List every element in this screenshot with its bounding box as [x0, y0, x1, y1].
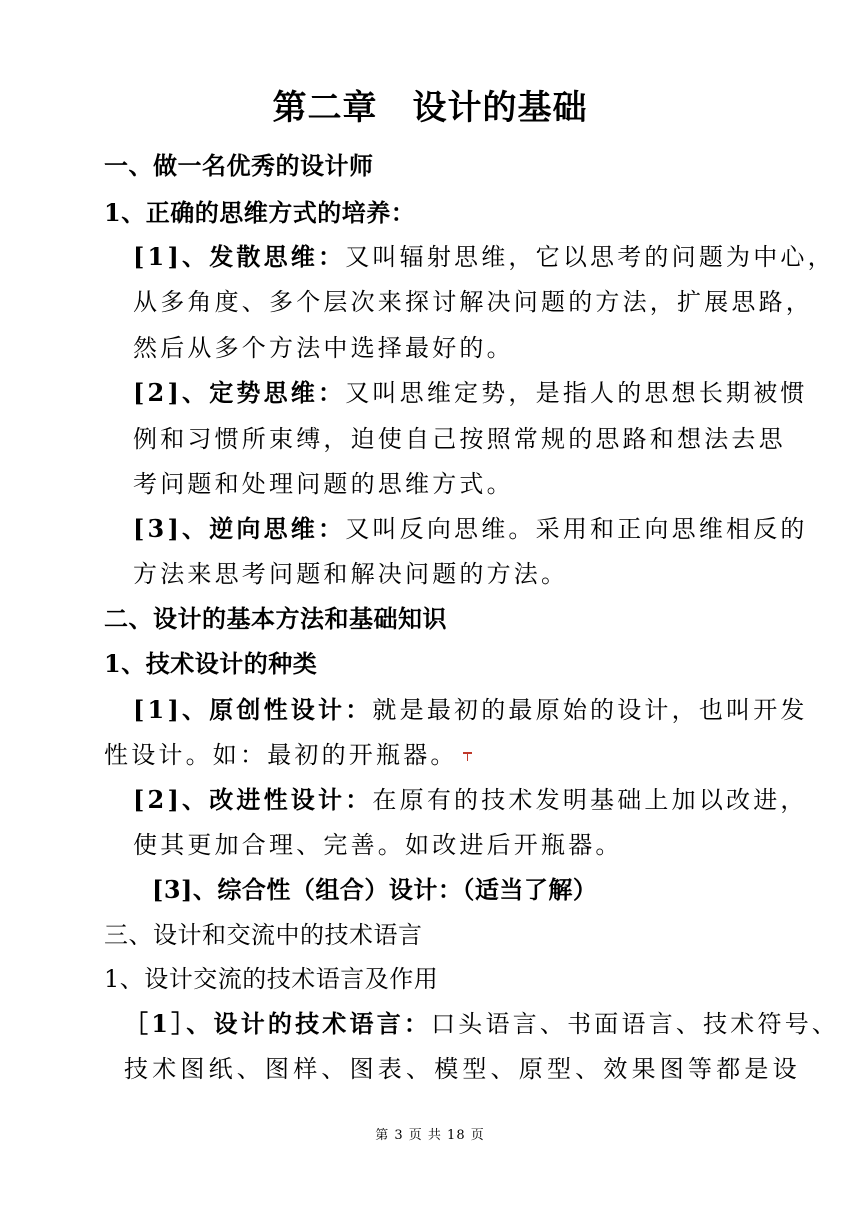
- paragraph-line: [124, 1008, 839, 1040]
- paragraph-line: 方法来思考问题和解决问题的方法。: [133, 560, 569, 588]
- term-label: ［1］、设计的技术语言：: [124, 1009, 432, 1038]
- paragraph-line: [104, 739, 472, 771]
- section-heading-2: 二、设计的基本方法和基础知识: [104, 604, 447, 633]
- paragraph-line: [133, 784, 808, 816]
- term-text: 性设计。如：最初的开瓶器。: [104, 741, 458, 769]
- subheading-2-1: 1、技术设计的种类: [104, 649, 318, 678]
- paragraph-line: [133, 513, 808, 545]
- section-heading-3: 三、设计和交流中的技术语言: [104, 921, 423, 949]
- subheading-3-1: 1、设计交流的技术语言及作用: [104, 965, 439, 993]
- term-text: 口头语言、书面语言、技术符号、: [431, 1010, 840, 1038]
- term-text: 又叫思维定势，是指人的思想长期被惯: [345, 379, 808, 407]
- paragraph-line: [133, 377, 808, 409]
- paragraph-line: [3]、综合性（组合）设计：（适当了解）: [152, 875, 598, 904]
- term-text: 就是最初的最原始的设计，也叫开发: [372, 696, 808, 724]
- paragraph-line: 从多角度、多个层次来探讨解决问题的方法，扩展思路，: [133, 288, 813, 316]
- term-text: 又叫辐射思维，它以思考的问题为中心，: [345, 243, 835, 271]
- page-footer: 第 3 页 共 18 页: [375, 1128, 485, 1143]
- subheading-1-1: 1、正确的思维方式的培养：: [104, 198, 416, 227]
- paragraph-line: 使其更加合理、完善。如改进后开瓶器。: [133, 831, 623, 859]
- section-heading-1: 一、做一名优秀的设计师: [104, 151, 374, 180]
- paragraph-line: 然后从多个方法中选择最好的。: [133, 334, 514, 362]
- paragraph-line: 例和习惯所束缚，迫使自己按照常规的思路和想法去思: [133, 425, 786, 453]
- paragraph-line: [133, 694, 808, 726]
- term-label: [3]、逆向思维：: [133, 514, 346, 543]
- paragraph-line: 技术图纸、图样、图表、模型、原型、效果图等都是设: [124, 1055, 801, 1083]
- term-label: [2]、改进性设计：: [133, 785, 373, 814]
- paragraph-line: [133, 241, 835, 273]
- term-label: [1]、发散思维：: [133, 242, 346, 271]
- page-title: 第二章 设计的基础: [272, 88, 588, 128]
- paragraph-line: 考问题和处理问题的思维方式。: [133, 470, 514, 498]
- term-text: 又叫反向思维。采用和正向思维相反的: [345, 515, 808, 543]
- term-label: [1]、原创性设计：: [133, 695, 373, 724]
- term-label: [2]、定势思维：: [133, 378, 346, 407]
- anchor-marker-icon: [462, 751, 472, 761]
- term-text: 在原有的技术发明基础上加以改进，: [372, 786, 808, 814]
